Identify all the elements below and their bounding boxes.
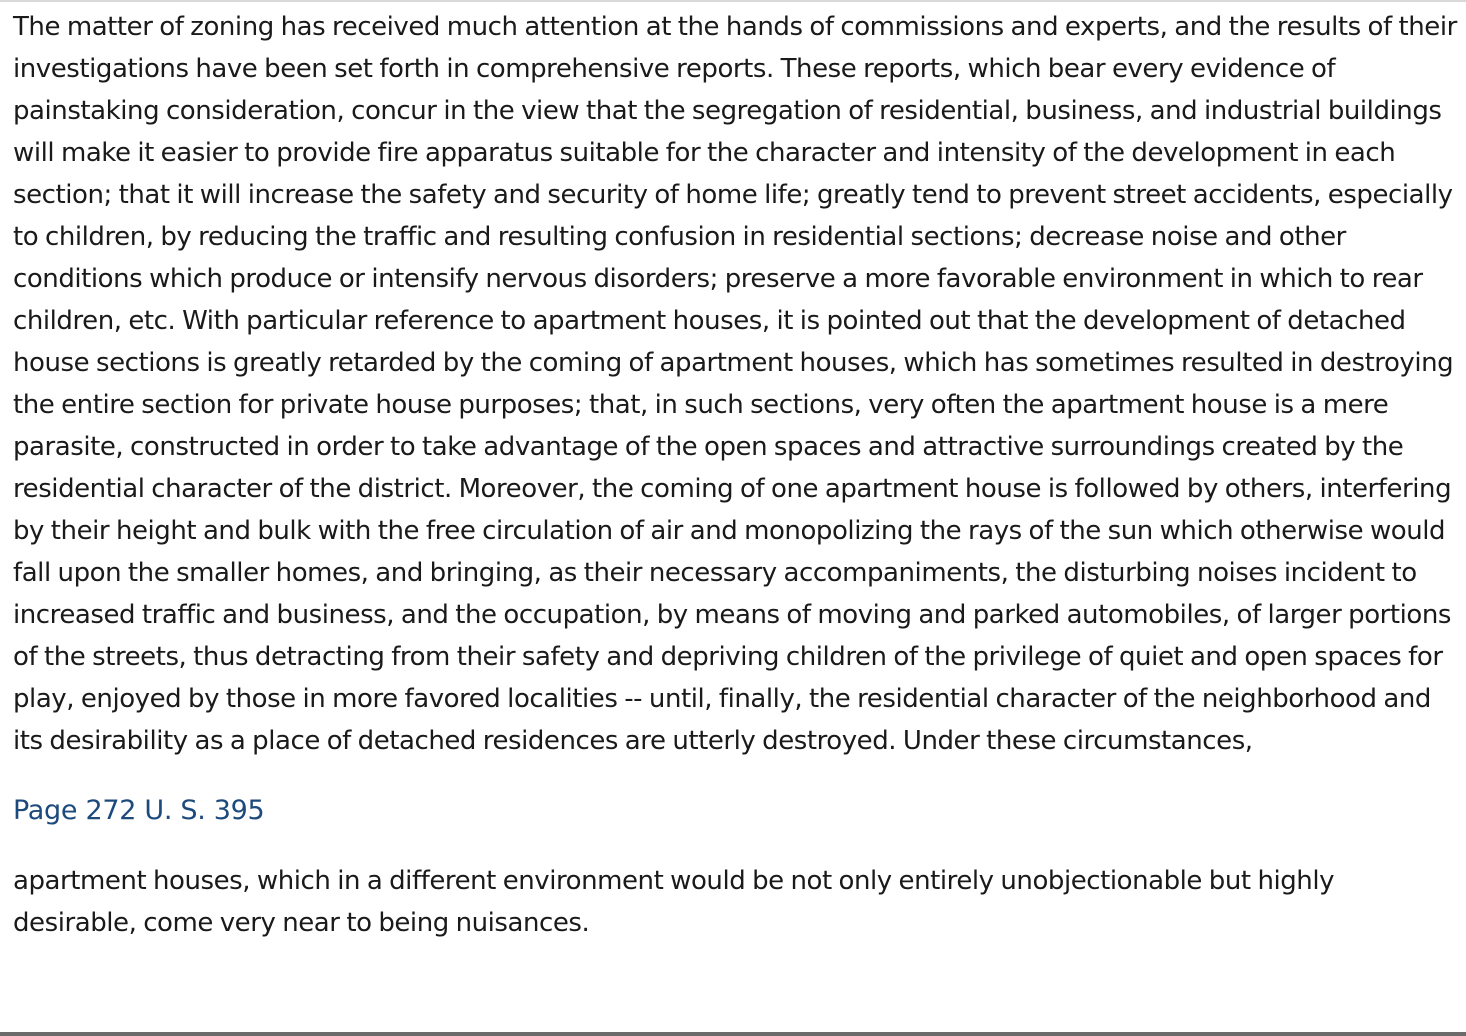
continuation-paragraph: apartment houses, which in a different environment would be not only entirely unobjectionable but highly desirable, come very near to being nuisances. [13,866,1335,938]
bottom-scroll-edge [0,1032,1466,1036]
page-marker-link[interactable]: Page 272 U. S. 395 [13,795,265,826]
opinion-paragraph: The matter of zoning has received much attention at the hands of commissions and experts, and the results of their investigations have been set forth in comprehensive reports. These reports, which bear every evidence of painstaking consideration, concur in the view that the segregation of residential, business, and industrial buildings will make it easier to provide fire apparatus suitable for the character and intensity of the development in each section; that it will increase the safety and security of home life; greatly tend to prevent street accidents, especially to children, by reducing the traffic and resulting confusion in residential sections; decrease noise and other conditions which produce or intensify nervous disorders; preserve a more favorable environment in which to rear children, etc. With particular reference to apartment houses, it is pointed out that the development of detached house sections is greatly retarded by the coming of apartment houses, which has sometimes resulted in destroying the entire section for private house purposes; that, in such sections, very often the apartment house is a mere parasite, constructed in order to take advantage of the open spaces and attractive surroundings created by the residential character of the district. Moreover, the coming of one apartment house is followed by others, interfering by their height and bulk with the free circulation of air and monopolizing the rays of the sun which otherwise would fall upon the smaller homes, and bringing, as their necessary accompaniments, the disturbing noises incident to increased traffic and business, and the occupation, by means of moving and parked automobiles, of larger portions of the streets, thus detracting from their safety and depriving children of the privilege of quiet and open spaces for play, enjoyed by those in more favored localities -- until, finally, the residential character of the neighborhood and its desirability as a place of detached residences are utterly destroyed. Under these circumstances, [13,12,1457,756]
top-divider [0,0,1466,2]
